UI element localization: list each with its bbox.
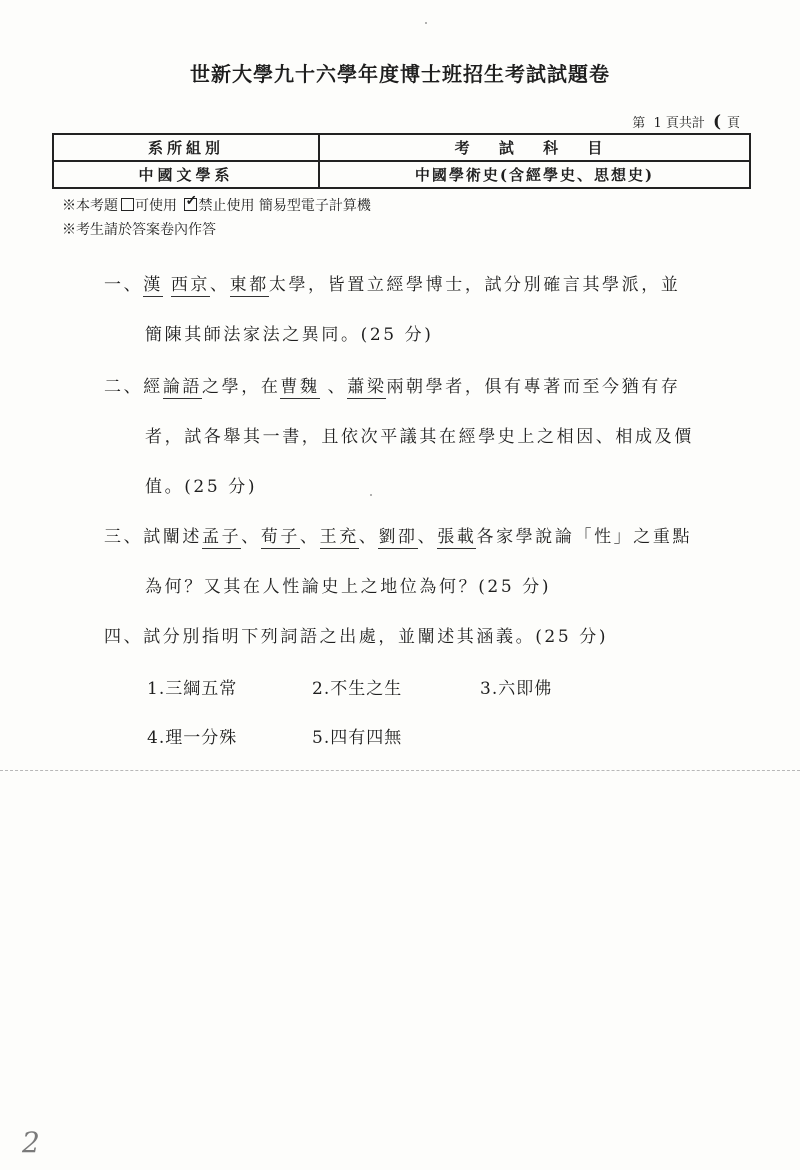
page-number bbox=[632, 112, 740, 132]
q1-term-dongdu: 東都 bbox=[229, 275, 269, 295]
q4-term-5: 5.四有四無 bbox=[312, 728, 403, 748]
q1-number: 一、 bbox=[104, 275, 144, 295]
q3-term-xunzi: 荀子 bbox=[260, 527, 301, 547]
question-1-line-1 bbox=[104, 270, 680, 295]
q2-text: 兩朝學者，俱有專著而至今猶有存 bbox=[386, 377, 681, 397]
page-prefix: 第 bbox=[632, 116, 646, 131]
subject-value: 中國學術史(含經學史、思想史) bbox=[319, 161, 750, 188]
page-mid: 頁共計 bbox=[665, 116, 705, 131]
q3-term-liushao: 劉卲 bbox=[378, 527, 418, 547]
calc-forbidden-label: 禁止使用 bbox=[198, 198, 255, 214]
question-1-line-2: 簡陳其師法家法之異同。(25 分) bbox=[145, 325, 434, 345]
scan-speck bbox=[370, 494, 372, 496]
q3-term-mengzi: 孟子 bbox=[202, 527, 242, 547]
question-2-line-3: 值。(25 分) bbox=[145, 477, 258, 497]
q3-number: 三、 bbox=[104, 527, 144, 547]
q3-text: 、 bbox=[358, 527, 379, 547]
question-2-line-1 bbox=[104, 372, 680, 397]
question-4-line-1 bbox=[104, 622, 608, 647]
q4-term-4: 4.理一分殊 bbox=[147, 728, 238, 748]
checkbox-forbidden-checked bbox=[184, 198, 197, 211]
q3-term-zhangzai: 張載 bbox=[437, 527, 477, 547]
q3-text: 各家學說論「性」之重點 bbox=[476, 527, 693, 547]
calc-allowed-label: 可使用 bbox=[135, 198, 177, 214]
q4-term-2: 2.不生之生 bbox=[312, 679, 403, 699]
q2-term-caowei: 曹魏 bbox=[280, 377, 320, 397]
q2-term-lunyu: 論語 bbox=[162, 377, 203, 397]
q4-number: 四、 bbox=[104, 627, 144, 647]
value-row bbox=[53, 161, 750, 188]
q1-term-xijing: 西京 bbox=[170, 275, 211, 295]
handwritten-mark: 2 bbox=[22, 1126, 40, 1159]
q3-text: 、 bbox=[241, 527, 261, 547]
fold-line bbox=[0, 770, 800, 771]
q1-text: 太學，皆置立經學博士，試分別確言其學派，並 bbox=[268, 275, 681, 295]
q1-term-han: 漢 bbox=[143, 275, 163, 295]
q2-text: 之學，在 bbox=[202, 377, 281, 397]
q3-term-wangchong: 王充 bbox=[319, 527, 359, 547]
q4-text: 試分別指明下列詞語之出處，並闡述其涵義。(25 分) bbox=[143, 627, 609, 647]
exam-title: 世新大學九十六學年度博士班招生考試試題卷 bbox=[190, 62, 610, 86]
question-3-line-1 bbox=[104, 522, 692, 547]
department-value: 中國文學系 bbox=[53, 161, 319, 188]
col-subject-header: 考 試 科 目 bbox=[319, 134, 750, 161]
checkbox-allowed bbox=[121, 198, 134, 211]
page-current: 1 bbox=[653, 116, 662, 131]
q2-text: 、 bbox=[319, 377, 348, 397]
q2-number: 二、 bbox=[104, 377, 144, 397]
question-2-line-2: 者，試各舉其一書，且依次平議其在經學史上之相因、相成及價 bbox=[145, 427, 694, 447]
q3-text: 、 bbox=[417, 527, 438, 547]
scan-speck bbox=[425, 22, 427, 24]
exam-header-table bbox=[52, 133, 751, 189]
q1-text: 、 bbox=[210, 275, 230, 295]
calc-note-prefix: ※本考題 bbox=[62, 198, 118, 214]
q1-text bbox=[163, 275, 171, 295]
q3-text: 、 bbox=[300, 527, 320, 547]
question-3-line-2: 為何？又其在人性論史上之地位為何？(25 分) bbox=[145, 577, 552, 597]
answer-sheet-note: ※考生請於答案卷內作答 bbox=[62, 222, 216, 238]
q3-text: 試闡述 bbox=[143, 527, 203, 547]
q2-term-xiaoliang: 蕭梁 bbox=[347, 377, 387, 397]
q2-text: 經 bbox=[143, 377, 163, 397]
calc-note-suffix: 簡易型電子計算機 bbox=[258, 198, 371, 214]
page-suffix: 頁 bbox=[726, 116, 740, 131]
q4-term-3: 3.六即佛 bbox=[480, 679, 553, 699]
header-row bbox=[53, 134, 750, 161]
page-total-handwritten: ( bbox=[712, 112, 721, 132]
q4-term-1: 1.三綱五常 bbox=[147, 679, 238, 699]
calculator-note bbox=[62, 195, 371, 215]
col-department-header: 系所組別 bbox=[53, 134, 319, 161]
